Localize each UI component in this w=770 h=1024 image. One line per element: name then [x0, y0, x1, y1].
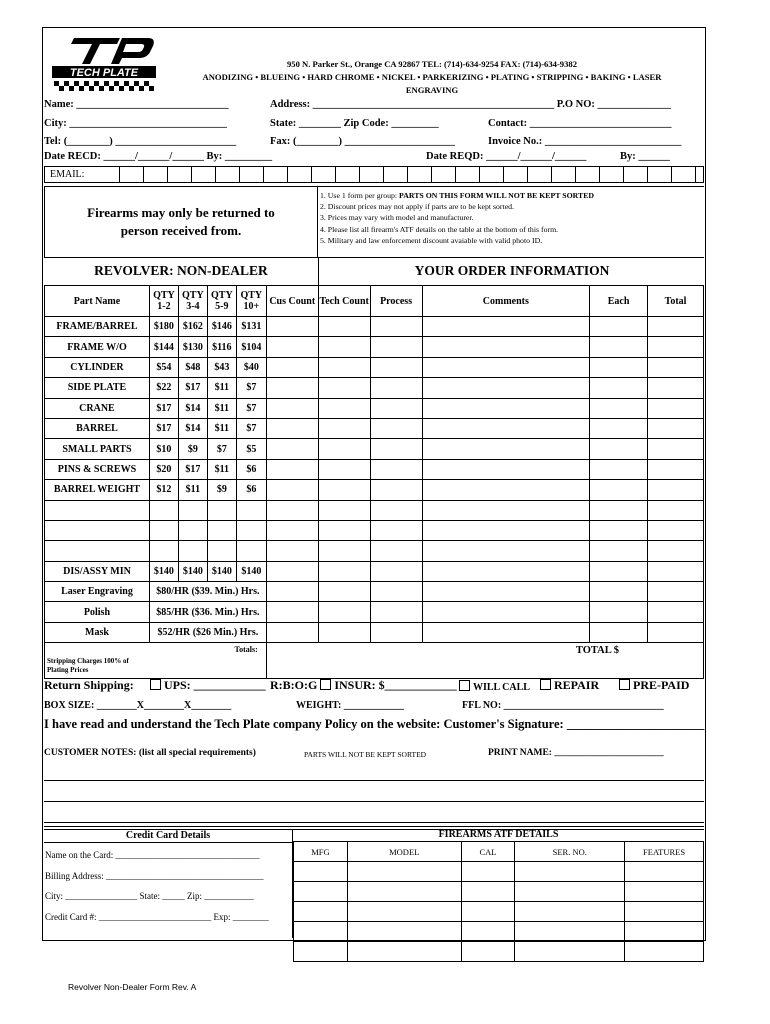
order-input-cell[interactable] [266, 317, 318, 337]
rule-2: 2. Discount prices may not apply if parts are to be kept sorted. [320, 202, 515, 212]
order-input-cell[interactable] [422, 317, 590, 337]
hourly-row [45, 582, 704, 602]
card-number-field[interactable]: Credit Card #: _________________________ Exp: ________ [45, 912, 269, 922]
atf-input-cell[interactable] [294, 922, 348, 942]
order-input-cell[interactable] [370, 357, 422, 377]
price-cell: $116 [207, 337, 236, 357]
atf-col-features: FEATURES [625, 842, 704, 862]
service-name: Polish [45, 602, 150, 622]
order-input-cell[interactable] [318, 398, 370, 418]
price-cell: $140 [236, 561, 266, 581]
order-input-cell[interactable] [648, 520, 704, 540]
order-input-cell[interactable] [590, 317, 648, 337]
order-input-cell[interactable] [648, 480, 704, 500]
totals-row [45, 643, 704, 679]
order-input-cell[interactable] [370, 480, 422, 500]
order-input-cell[interactable] [422, 378, 590, 398]
atf-input-cell[interactable] [294, 942, 348, 962]
price-cell: $140 [178, 561, 207, 581]
atf-table[interactable] [293, 841, 704, 962]
order-input-cell[interactable] [370, 459, 422, 479]
hourly-rate: $85/HR ($36. Min.) Hrs. [149, 602, 266, 622]
price-cell: $17 [178, 378, 207, 398]
order-input-cell[interactable] [590, 357, 648, 377]
order-input-cell[interactable] [422, 582, 590, 602]
atf-row[interactable] [294, 942, 704, 962]
order-input-cell[interactable] [266, 582, 318, 602]
atf-input-cell[interactable] [515, 922, 625, 942]
credit-card-title: Credit Card Details [44, 829, 292, 843]
atf-col-mfg: MFG [294, 842, 348, 862]
price-cell [149, 500, 178, 520]
atf-input-cell[interactable] [294, 902, 348, 922]
price-cell: $6 [236, 459, 266, 479]
order-input-cell[interactable] [422, 439, 590, 459]
prepaid-option[interactable]: PRE-PAID [619, 678, 689, 693]
order-input-cell[interactable] [266, 418, 318, 438]
price-cell: $7 [236, 378, 266, 398]
price-cell: $20 [149, 459, 178, 479]
price-cell: $7 [236, 418, 266, 438]
order-input-cell[interactable] [422, 480, 590, 500]
price-cell [236, 520, 266, 540]
order-input-cell[interactable] [370, 582, 422, 602]
atf-header-row [294, 842, 704, 862]
price-cell: $104 [236, 337, 266, 357]
rbog-option[interactable]: R:B:O:G INSUR: $____________ [270, 678, 457, 692]
tel-field[interactable]: Tel: (________) _______________________ [44, 136, 237, 147]
price-cell: $17 [178, 459, 207, 479]
price-cell: $11 [207, 398, 236, 418]
order-input-cell[interactable] [648, 561, 704, 581]
atf-input-cell[interactable] [515, 862, 625, 882]
stripping-note: Stripping Charges 100% of Plating Prices [47, 657, 129, 675]
order-input-cell[interactable] [370, 602, 422, 622]
atf-input-cell[interactable] [347, 882, 461, 902]
part-name: FRAME/BARREL [45, 317, 150, 337]
table-row [45, 357, 704, 377]
price-cell [236, 500, 266, 520]
return-notice: Firearms may only be returned to person received from. [44, 186, 318, 258]
company-address: 950 N. Parker St., Orange CA 92867 TEL: (714)-634-9254 FAX: (714)-634-9382 [286, 59, 577, 69]
tech-plate-logo [50, 34, 158, 92]
hourly-row [45, 602, 704, 622]
order-input-cell[interactable] [590, 398, 648, 418]
order-input-cell[interactable] [648, 439, 704, 459]
part-name: PINS & SCREWS [45, 459, 150, 479]
order-input-cell[interactable] [370, 500, 422, 520]
pricing-table [44, 285, 704, 679]
order-input-cell[interactable] [318, 582, 370, 602]
price-cell [178, 541, 207, 561]
order-input-cell[interactable] [422, 418, 590, 438]
order-input-cell[interactable] [422, 357, 590, 377]
fax-field[interactable]: Fax: (________) _____________________ [270, 136, 455, 147]
order-input-cell[interactable] [422, 398, 590, 418]
part-name: CRANE [45, 398, 150, 418]
price-cell: $48 [178, 357, 207, 377]
price-cell: $131 [236, 317, 266, 337]
rules-list [320, 190, 700, 246]
contact-field[interactable]: Contact: ___________________________ [488, 118, 672, 129]
order-input-cell[interactable] [266, 480, 318, 500]
order-input-cell[interactable] [422, 622, 590, 642]
price-cell: $140 [207, 561, 236, 581]
atf-input-cell[interactable] [625, 862, 704, 882]
atf-input-cell[interactable] [461, 902, 515, 922]
atf-input-cell[interactable] [625, 902, 704, 922]
email-label: EMAIL: [44, 166, 120, 183]
atf-input-cell[interactable] [347, 922, 461, 942]
order-input-cell[interactable] [318, 602, 370, 622]
atf-input-cell[interactable] [294, 862, 348, 882]
part-name: DIS/ASSY MIN [45, 561, 150, 581]
col-header-comments: Comments [422, 286, 590, 317]
order-input-cell[interactable] [370, 317, 422, 337]
part-name: BARREL WEIGHT [45, 480, 150, 500]
col-header-tech-count: Tech Count [318, 286, 370, 317]
atf-input-cell[interactable] [515, 882, 625, 902]
col-header-cus-count: Cus Count [266, 286, 318, 317]
order-input-cell[interactable] [370, 561, 422, 581]
order-input-cell[interactable] [648, 622, 704, 642]
price-cell: $11 [178, 480, 207, 500]
part-name [45, 541, 150, 561]
part-name [45, 500, 150, 520]
price-cell: $22 [149, 378, 178, 398]
order-input-cell[interactable] [318, 317, 370, 337]
ups-checkbox[interactable] [150, 679, 161, 690]
order-input-cell[interactable] [370, 337, 422, 357]
atf-input-cell[interactable] [515, 902, 625, 922]
price-cell [236, 541, 266, 561]
order-input-cell[interactable] [370, 418, 422, 438]
price-cell: $9 [178, 439, 207, 459]
atf-col-cal: CAL [461, 842, 515, 862]
order-input-cell[interactable] [318, 439, 370, 459]
price-cell: $10 [149, 439, 178, 459]
atf-row[interactable] [294, 862, 704, 882]
order-input-cell[interactable] [266, 439, 318, 459]
table-row [45, 520, 704, 540]
order-input-cell[interactable] [422, 541, 590, 561]
atf-input-cell[interactable] [347, 862, 461, 882]
order-input-cell[interactable] [422, 337, 590, 357]
table-row [45, 317, 704, 337]
invoice-field[interactable]: Invoice No.: __________________________ [488, 136, 682, 147]
atf-input-cell[interactable] [625, 942, 704, 962]
insur-checkbox[interactable] [320, 679, 331, 690]
atf-title: FIREARMS ATF DETAILS [438, 829, 559, 840]
order-input-cell[interactable] [422, 500, 590, 520]
parts-sorted-note: PARTS WILL NOT BE KEPT SORTED [304, 750, 427, 759]
table-row [45, 439, 704, 459]
will-call-checkbox[interactable] [459, 680, 470, 691]
table-row [45, 459, 704, 479]
price-cell: $7 [207, 439, 236, 459]
order-input-cell[interactable] [422, 459, 590, 479]
price-cell: $6 [236, 480, 266, 500]
order-input-cell[interactable] [648, 378, 704, 398]
price-cell: $11 [207, 459, 236, 479]
order-input-cell[interactable] [590, 520, 648, 540]
part-name: SIDE PLATE [45, 378, 150, 398]
card-name-field[interactable]: Name on the Card: ________________________________ [45, 850, 260, 860]
price-cell: $40 [236, 357, 266, 377]
email-row[interactable] [44, 166, 704, 183]
repair-checkbox[interactable] [540, 679, 551, 690]
price-cell: $7 [236, 398, 266, 418]
order-input-cell[interactable] [266, 541, 318, 561]
atf-row[interactable] [294, 882, 704, 902]
order-input-cell[interactable] [590, 582, 648, 602]
service-name: Laser Engraving [45, 582, 150, 602]
atf-input-cell[interactable] [461, 862, 515, 882]
order-input-cell[interactable] [648, 602, 704, 622]
price-cell: $14 [178, 398, 207, 418]
order-input-cell[interactable] [266, 337, 318, 357]
order-input-cell[interactable] [648, 541, 704, 561]
price-cell [207, 541, 236, 561]
atf-input-cell[interactable] [294, 882, 348, 902]
order-input-cell[interactable] [318, 520, 370, 540]
order-input-cell[interactable] [590, 459, 648, 479]
order-input-cell[interactable] [590, 500, 648, 520]
rule-5: 5. Military and law enforcement discount avaiable with valid photo ID. [320, 235, 543, 245]
order-input-cell[interactable] [422, 602, 590, 622]
order-input-cell[interactable] [266, 520, 318, 540]
price-cell: $54 [149, 357, 178, 377]
city-field[interactable]: City: ______________________________ [44, 118, 227, 129]
atf-input-cell[interactable] [461, 922, 515, 942]
order-input-cell[interactable] [370, 378, 422, 398]
order-input-cell[interactable] [266, 398, 318, 418]
price-cell: $146 [207, 317, 236, 337]
order-input-cell[interactable] [318, 378, 370, 398]
order-input-cell[interactable] [590, 337, 648, 357]
price-cell: $180 [149, 317, 178, 337]
part-name: BARREL [45, 418, 150, 438]
table-row [45, 418, 704, 438]
order-input-cell[interactable] [370, 520, 422, 540]
services-line-2: ENGRAVING [405, 85, 459, 95]
order-input-cell[interactable] [648, 337, 704, 357]
order-input-cell[interactable] [648, 459, 704, 479]
order-input-cell[interactable] [318, 418, 370, 438]
hourly-row [45, 622, 704, 642]
prepaid-checkbox[interactable] [619, 679, 630, 690]
total-amount[interactable]: TOTAL $ [266, 643, 703, 679]
order-input-cell[interactable] [266, 602, 318, 622]
order-input-cell[interactable] [590, 541, 648, 561]
order-input-cell[interactable] [318, 541, 370, 561]
atf-input-cell[interactable] [347, 902, 461, 922]
shipping-row [44, 678, 134, 693]
table-row [45, 337, 704, 357]
customer-notes-label: CUSTOMER NOTES: (list all special requirements) [44, 748, 256, 758]
order-input-cell[interactable] [266, 622, 318, 642]
order-input-cell[interactable] [266, 459, 318, 479]
order-input-cell[interactable] [266, 500, 318, 520]
state-zip-field[interactable]: State: ________ Zip Code: _________ [270, 118, 439, 129]
repair-option[interactable]: REPAIR [540, 678, 599, 693]
col-header-qty59: QTY 5-9 [207, 286, 236, 317]
price-cell: $17 [149, 398, 178, 418]
order-input-cell[interactable] [590, 418, 648, 438]
atf-row[interactable] [294, 922, 704, 942]
order-input-cell[interactable] [266, 378, 318, 398]
atf-input-cell[interactable] [515, 942, 625, 962]
order-input-cell[interactable] [648, 582, 704, 602]
price-cell: $11 [207, 418, 236, 438]
service-name: Mask [45, 622, 150, 642]
atf-input-cell[interactable] [461, 882, 515, 902]
order-input-cell[interactable] [318, 622, 370, 642]
table-row [45, 561, 704, 581]
price-cell [178, 520, 207, 540]
atf-row[interactable] [294, 902, 704, 922]
price-cell: $11 [207, 378, 236, 398]
revolver-title: REVOLVER: NON-DEALER [94, 263, 268, 278]
table-row [45, 541, 704, 561]
order-input-cell[interactable] [648, 317, 704, 337]
price-cell: $130 [178, 337, 207, 357]
order-input-cell[interactable] [370, 439, 422, 459]
by-field[interactable]: By: ______ [620, 151, 670, 162]
col-header-process: Process [370, 286, 422, 317]
rule-1: 1. Use 1 form per group: PARTS ON THIS FORM WILL NOT BE KEPT SORTED [320, 191, 595, 200]
order-input-cell[interactable] [318, 561, 370, 581]
weight-field[interactable]: WEIGHT: ____________ [296, 700, 404, 711]
date-recd-field[interactable]: Date RECD: ______/______/______ By: _________ [44, 151, 273, 162]
col-header-total: Total [648, 286, 704, 317]
price-cell: $162 [178, 317, 207, 337]
order-input-cell[interactable] [590, 561, 648, 581]
hourly-rate: $80/HR ($39. Min.) Hrs. [149, 582, 266, 602]
svg-text:TECH PLATE: TECH PLATE [69, 67, 139, 79]
price-cell: $17 [149, 418, 178, 438]
order-input-cell[interactable] [648, 418, 704, 438]
order-input-cell[interactable] [370, 541, 422, 561]
col-header-qty12: QTY 1-2 [149, 286, 178, 317]
order-input-cell[interactable] [370, 398, 422, 418]
print-name-field[interactable]: PRINT NAME: _______________________ [488, 748, 664, 758]
order-input-cell[interactable] [590, 378, 648, 398]
table-row [45, 500, 704, 520]
order-input-cell[interactable] [648, 357, 704, 377]
will-call-option[interactable]: WILL CALL [459, 680, 530, 693]
agreement-signature[interactable]: I have read and understand the Tech Plate company Policy on the website: Customer's Signature: ______________________ [44, 717, 705, 731]
order-input-cell[interactable] [318, 459, 370, 479]
price-cell: $12 [149, 480, 178, 500]
order-input-cell[interactable] [318, 480, 370, 500]
order-input-cell[interactable] [422, 561, 590, 581]
price-cell [178, 500, 207, 520]
ups-option[interactable]: UPS: ____________ [150, 678, 266, 693]
order-input-cell[interactable] [370, 622, 422, 642]
table-row [45, 378, 704, 398]
return-shipping-label: Return Shipping: [44, 678, 134, 692]
date-reqd-field[interactable]: Date REQD: ______/______/______ [426, 151, 587, 162]
part-name: SMALL PARTS [45, 439, 150, 459]
company-header [162, 58, 702, 97]
atf-input-cell[interactable] [461, 942, 515, 962]
part-name [45, 520, 150, 540]
order-input-cell[interactable] [266, 357, 318, 377]
atf-col-model: MODEL [347, 842, 461, 862]
order-input-cell[interactable] [590, 602, 648, 622]
ffl-field[interactable]: FFL NO: ________________________________ [462, 700, 664, 711]
price-cell: $43 [207, 357, 236, 377]
price-cell: $144 [149, 337, 178, 357]
price-cell: $140 [149, 561, 178, 581]
order-input-cell[interactable] [590, 622, 648, 642]
table-row [45, 480, 704, 500]
order-input-cell[interactable] [590, 439, 648, 459]
table-row [45, 398, 704, 418]
atf-input-cell[interactable] [625, 922, 704, 942]
rule-3: 3. Prices may vary with model and manufacturer. [320, 213, 474, 223]
footer-revision: Revolver Non-Dealer Form Rev. A [68, 982, 197, 992]
order-input-cell[interactable] [318, 357, 370, 377]
notes-lines[interactable] [44, 760, 704, 820]
price-cell [149, 541, 178, 561]
atf-input-cell[interactable] [347, 942, 461, 962]
totals-label: Totals: [234, 645, 258, 655]
atf-col-serial: SER. NO. [515, 842, 625, 862]
price-cell: $9 [207, 480, 236, 500]
atf-input-cell[interactable] [625, 882, 704, 902]
price-cell [207, 500, 236, 520]
rule-4: 4. Please list all firearm's ATF details on the table at the bottom of this form. [320, 224, 559, 234]
order-input-cell[interactable] [422, 520, 590, 540]
order-info-title: YOUR ORDER INFORMATION [414, 263, 610, 278]
box-size-field[interactable]: BOX SIZE: ________X________X________ [44, 700, 232, 711]
order-input-cell[interactable] [318, 337, 370, 357]
part-name: CYLINDER [45, 357, 150, 377]
order-input-cell[interactable] [590, 480, 648, 500]
card-city-field[interactable]: City: ________________ State: _____ Zip: ___________ [45, 891, 254, 901]
table-header-row [45, 286, 704, 317]
name-field[interactable]: Name: _____________________________ [44, 99, 229, 110]
hourly-rate: $52/HR ($26 Min.) Hrs. [149, 622, 266, 642]
part-name: FRAME W/O [45, 337, 150, 357]
col-header-part: Part Name [45, 286, 150, 317]
order-input-cell[interactable] [266, 561, 318, 581]
order-input-cell[interactable] [648, 398, 704, 418]
price-cell [207, 520, 236, 540]
services-line-1: ANODIZING • BLUEING • HARD CHROME • NICKEL • PARKERIZING • PLATING • STRIPPING • BAKING • LASER [202, 72, 662, 82]
price-cell: $5 [236, 439, 266, 459]
price-cell: $14 [178, 418, 207, 438]
billing-address-field[interactable]: Billing Address: ___________________________________ [45, 871, 264, 881]
order-input-cell[interactable] [648, 500, 704, 520]
price-cell [149, 520, 178, 540]
col-header-qty10: QTY 10+ [236, 286, 266, 317]
order-input-cell[interactable] [318, 500, 370, 520]
credit-card-section [44, 829, 293, 938]
col-header-each: Each [590, 286, 648, 317]
address-field[interactable]: Address: ______________________________________________ P.O NO: ______________ [270, 99, 672, 110]
col-header-qty34: QTY 3-4 [178, 286, 207, 317]
